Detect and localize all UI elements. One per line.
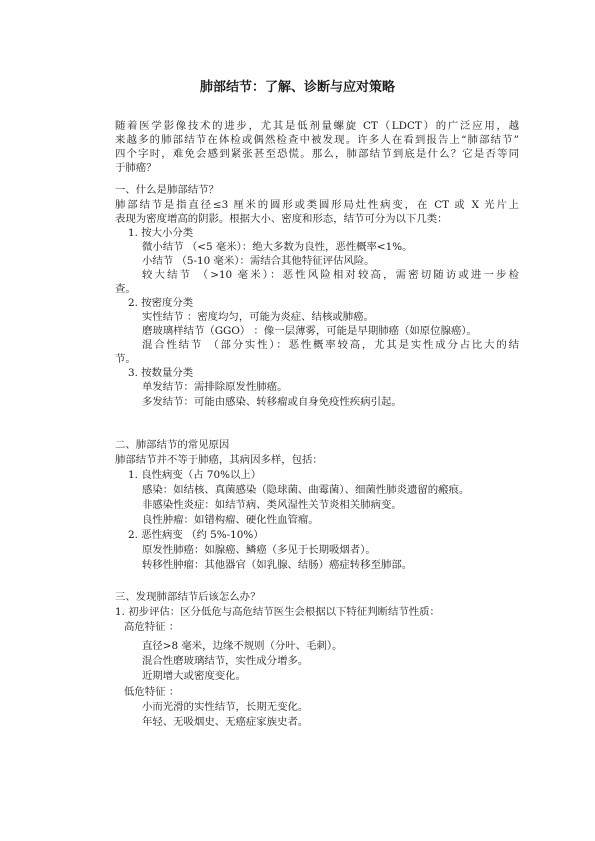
list-heading: 1. 按大小分类 — [128, 227, 194, 239]
list-heading: 1. 良性病变（占 70%以上） — [128, 469, 262, 481]
list-heading: 2. 恶性病变 （约 5%-10%） — [128, 529, 264, 541]
list-item: 直径>8 毫米，边缘不规则（分叶、毛刺）。 — [142, 640, 343, 652]
intro-paragraph-line: 四个字时，难免会感到紧张甚至恐慌。那么，肺部结节到底是什么？它是否等同 — [115, 148, 519, 160]
list-heading: 3. 按数量分类 — [128, 367, 194, 379]
list-heading: 1. 初步评估：区分低危与高危结节医生会根据以下特征判断结节性质： — [115, 606, 440, 618]
list-item: 感染：如结核、真菌感染（隐球菌、曲霉菌）、细菌性肺炎遗留的瘢痕。 — [142, 484, 470, 496]
paragraph-line: 表现为密度增高的阴影。根据大小、密度和形态，结节可分为以下几类： — [115, 213, 448, 225]
section-heading: 二、肺部结节的常见原因 — [115, 439, 230, 451]
list-item: 较大结节 （>10 毫米）：恶性风险相对较高，需密切随访或进一步检 — [142, 269, 519, 281]
intro-paragraph-line: 来越多的肺部结节在体检或偶然检查中被发现。许多人在看到报告上“肺部结节” — [115, 134, 519, 146]
list-item: 混合性结节 （部分实性）：恶性概率较高，尤其是实性成分占比大的结 — [142, 339, 519, 351]
list-item: 微小结节 （<5 毫米）：绝大多数为良性，恶性概率<1%。 — [142, 241, 413, 253]
list-item: 良性肿瘤：如错构瘤、硬化性血管瘤。 — [142, 514, 319, 526]
list-item: 转移性肿瘤：其他器官（如乳腺、结肠）癌症转移至肺部。 — [142, 559, 413, 571]
paragraph-line: 肺部结节并不等于肺癌，其病因多样，包括： — [115, 454, 323, 466]
list-item: 实性结节 ：密度均匀，可能为炎症、结核或肺癌。 — [142, 311, 374, 323]
list-item: 混合性磨玻璃结节，实性成分增多。 — [142, 655, 309, 667]
list-item: 多发结节：可能由感染、转移瘤或自身免疫性疾病引起。 — [142, 396, 402, 408]
section-heading: 一、什么是肺部结节？ — [115, 184, 219, 196]
list-item: 原发性肺癌：如腺癌、鳞癌（多见于长期吸烟者）。 — [142, 544, 376, 556]
list-item: 磨玻璃样结节（GGO） ：像一层薄雾，可能是早期肺癌（如原位腺癌）。 — [142, 325, 477, 337]
list-item: 小结节 （5-10 毫米）：需结合其他特征评估风险。 — [142, 255, 375, 267]
sub-heading: 低危特征 ： — [124, 686, 180, 698]
list-item: 单发结节：需排除原发性肺癌。 — [142, 381, 288, 393]
list-item: 小而光滑的实性结节，长期无变化。 — [142, 701, 309, 713]
list-item: 年轻、无吸烟史、无癌症家族史者。 — [142, 716, 309, 728]
section-heading: 三、发现肺部结节后该怎么办？ — [115, 591, 261, 603]
list-item: 查。 — [115, 283, 136, 295]
sub-heading: 高危特征 ： — [124, 621, 180, 633]
paragraph-line: 肺部结节是指直径≤3 厘米的圆形或类圆形局灶性病变，在 CT 或 X 光片上 — [115, 199, 519, 211]
document-title: 肺部结节：了解、诊断与应对策略 — [199, 80, 395, 95]
intro-paragraph-line: 随着医学影像技术的进步，尤其是低剂量螺旋 CT（LDCT）的广泛应用，越 — [115, 120, 519, 132]
list-item: 非感染性炎症：如结节病、类风湿性关节炎相关肺病变。 — [142, 499, 402, 511]
list-item: 节。 — [115, 353, 136, 365]
intro-paragraph-line: 于肺癌？ — [115, 162, 157, 174]
list-heading: 2. 按密度分类 — [128, 297, 194, 309]
list-item: 近期增大或密度变化。 — [142, 670, 246, 682]
